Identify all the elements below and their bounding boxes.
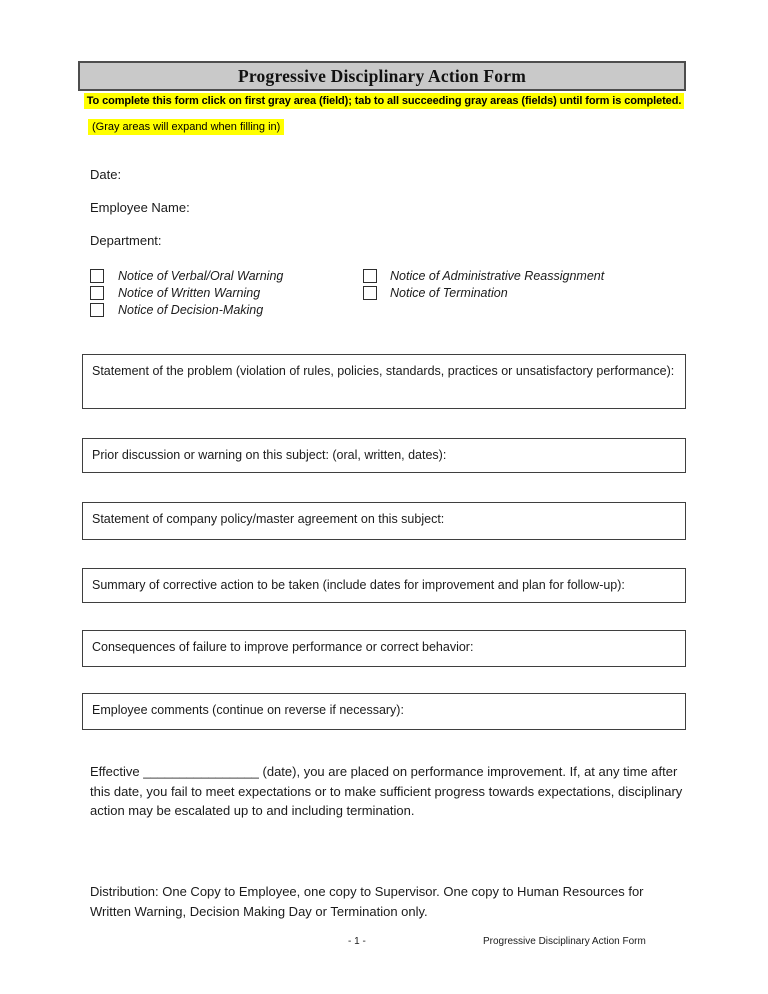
prior-discussion-label: Prior discussion or warning on this subject: (oral, written, dates): (92, 448, 447, 462)
corrective-action-label: Summary of corrective action to be taken (include dates for improvement and plan for follow-up): (92, 578, 625, 592)
checkbox-verbal-oral-warning[interactable] (90, 269, 104, 283)
effective-paragraph: Effective ________________ (date), you are placed on performance improvement. If, at any time after this date, you fail to meet expectations or to make sufficient progress towards expectations, disciplinary action may be escalated up to and including termination. (90, 764, 683, 818)
checkbox-decision-making[interactable] (90, 303, 104, 317)
checkbox-administrative-reassignment[interactable] (363, 269, 377, 283)
checkbox-termination[interactable] (363, 286, 377, 300)
field-company-policy[interactable] (82, 502, 686, 540)
footer-page-number: - 1 - (348, 936, 366, 947)
instruction-line-1: To complete this form click on first gray area (field); tab to all succeeding gray areas (fields) until form is completed. (84, 93, 685, 109)
field-prior-discussion[interactable] (82, 438, 686, 473)
checkbox-written-warning-label: Notice of Written Warning (118, 286, 261, 300)
notice-row (90, 286, 260, 300)
instruction-line-1-wrap (0, 91, 768, 109)
form-title-bar (78, 61, 686, 91)
footer-document-name: Progressive Disciplinary Action Form (483, 936, 646, 947)
employee-name-label: Employee Name: (90, 200, 190, 215)
department-label: Department: (90, 233, 162, 248)
field-consequences[interactable] (82, 630, 686, 667)
notice-row (363, 269, 604, 283)
checkbox-written-warning[interactable] (90, 286, 104, 300)
field-corrective-action[interactable] (82, 568, 686, 603)
consequences-label: Consequences of failure to improve performance or correct behavior: (92, 640, 474, 654)
notice-row (363, 286, 508, 300)
instruction-line-2: (Gray areas will expand when filling in) (88, 119, 284, 135)
distribution-paragraph: Distribution: One Copy to Employee, one copy to Supervisor. One copy to Human Resources for Written Warning, Decision Making Day or Termination only. (90, 884, 644, 919)
checkbox-administrative-reassignment-label: Notice of Administrative Reassignment (390, 269, 605, 283)
checkbox-verbal-oral-warning-label: Notice of Verbal/Oral Warning (118, 269, 284, 283)
notice-row (90, 269, 283, 283)
checkbox-decision-making-label: Notice of Decision-Making (118, 303, 264, 317)
page-title: Progressive Disciplinary Action Form (238, 65, 526, 86)
checkbox-termination-label: Notice of Termination (390, 286, 508, 300)
field-statement-of-problem[interactable] (82, 354, 686, 409)
statement-of-problem-label: Statement of the problem (violation of rules, policies, standards, practices or unsatisfactory performance): (92, 364, 675, 378)
company-policy-label: Statement of company policy/master agreement on this subject: (92, 512, 445, 526)
field-employee-comments[interactable] (82, 693, 686, 730)
employee-comments-label: Employee comments (continue on reverse if necessary): (92, 703, 404, 717)
date-label: Date: (90, 167, 122, 182)
notice-row (90, 303, 263, 317)
